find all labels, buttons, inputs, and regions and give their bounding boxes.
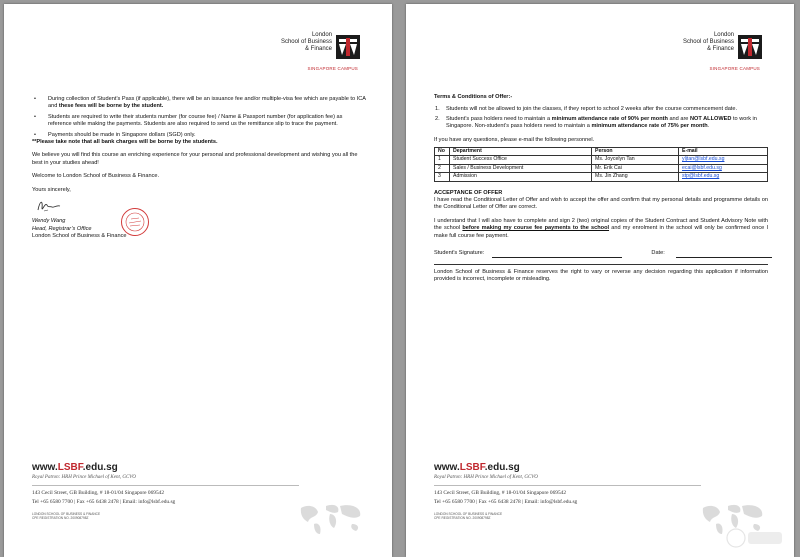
address: 143 Cecil Street, GB Building, # 18-01/04 Singapore 069542 [32, 490, 165, 496]
signer-org: London School of Business & Finance [32, 233, 127, 240]
campus-label: SINGAPORE CAMPUS [307, 66, 358, 71]
table-row: 3 Admission Ms. Jin Zhang stp@lsbf.edu.sg [435, 173, 768, 181]
bullet-text: Payments should be made in Singapore dollars (SGD) only. [48, 131, 196, 138]
questions-line: If you have any questions, please e-mail the following personnel. [434, 136, 595, 143]
school-stamp [120, 207, 150, 237]
term-item: 1. Students will not be allowed to join the classes, if they report to school 2 weeks after the course commencement date. [435, 106, 738, 113]
watermark-logo [726, 525, 786, 551]
registration-tiny: LONDON SCHOOL OF BUSINESS & FINANCE CPE REGISTRATION NO. 200908798Z [434, 512, 503, 520]
lsbf-logo [648, 32, 768, 82]
bullet-item [32, 132, 366, 139]
understand-text: I understand that I will also have to complete and sign 2 (two) original copies of the Student Contract and Student Advisory Note with the school before making my course fee payments to the school and my enrolment in the school will only be confirmed once I make full course fee payment. [434, 217, 769, 239]
email-link[interactable]: yljtan@lsbf.edu.sg [682, 156, 725, 163]
address: 143 Cecil Street, GB Building, # 18-01/04 Singapore 069542 [434, 490, 567, 496]
signature-label: Student’s Signature: [434, 250, 485, 257]
letter-page-2 [406, 4, 794, 557]
signer-name: Wendy Wang [32, 218, 66, 225]
logo-text: London School of Business & Finance [280, 32, 332, 52]
contact-line: Tel +65 6580 7700 | Fax +65 6438 2478 | Email: info@lsbf.edu.sg [434, 499, 578, 505]
term-item: 2. Student’s pass holders need to maintain a minimum attendance rate of 90% per month and are NOT ALLOWED to work in Singapore. Non-student’s pass holders need to maintain a minimum attendance rate of 75% per month. [435, 115, 757, 130]
date-line[interactable] [676, 251, 772, 258]
royal-patron: Royal Patron: HRH Prince Michael of Kent, GCVO [32, 475, 136, 480]
website: www.LSBF.edu.sg [434, 462, 520, 473]
email-link[interactable]: stp@lsbf.edu.sg [682, 173, 720, 180]
page-1-footer [32, 462, 366, 520]
welcome-line: Welcome to London School of Business & Finance. [32, 173, 160, 180]
signer-title: Head, Registrar’s Office [32, 225, 92, 232]
table-row: 2 Sales / Business Development Mr. Erik Cai ecai@lsbf.edu.sg [435, 164, 768, 172]
bullet-text: During collection of Student’s Pass (if applicable), there will be an issuance fee and/or multiple-visa fee which are payable to ICA and [48, 96, 366, 110]
terms-list [434, 106, 768, 130]
acceptance-text: I have read the Conditional Letter of Offer and wish to accept the offer and confirm that my personal details and programme details on the Conditional Letter of Offer are correct. [434, 197, 768, 211]
bullet-item [32, 96, 366, 111]
signature-row [434, 250, 768, 257]
world-map-icon [296, 498, 366, 538]
terms-title: Terms & Conditions of Offer:- [434, 94, 513, 100]
logo-text: London School of Business & Finance [682, 32, 734, 52]
contacts-table [434, 147, 768, 182]
date-label: Date: [651, 250, 665, 257]
bullet-item [32, 114, 366, 129]
website: www.LSBF.edu.sg [32, 462, 118, 473]
page-2-footer [434, 462, 768, 520]
signature-line[interactable] [492, 251, 622, 258]
bank-charges-note: **Please take note that all bank charges will be borne by the students. [32, 139, 218, 146]
page-1-body [32, 96, 366, 241]
lsbf-logo [246, 32, 366, 82]
closing-paragraph: We believe you will find this course an enriching experience for your personal and professional development and wishing you all the best in your studies ahead! [32, 152, 358, 166]
bullet-bold: these fees will be borne by the student. [58, 103, 164, 110]
payment-bullets [32, 96, 366, 139]
closing-salutation: Yours sincerely, [32, 186, 71, 193]
bullet-text: Students are required to write their students number (for course fee) / Name & Passport number (for application fee) as reference while making the payments. Students are also required to send us the remittance slip to trace the payment. [48, 113, 343, 128]
table-row: 1 Student Success Office Ms. Joycelyn Tan yljtan@lsbf.edu.sg [435, 156, 768, 164]
lsbf-crest-icon [336, 35, 360, 59]
registration-tiny: LONDON SCHOOL OF BUSINESS & FINANCE CPE REGISTRATION NO. 200908798Z [32, 512, 101, 520]
letter-page-1 [4, 4, 392, 557]
campus-label: SINGAPORE CAMPUS [709, 66, 760, 71]
email-link[interactable]: ecai@lsbf.edu.sg [682, 164, 722, 171]
royal-patron: Royal Patron: HRH Prince Michael of Kent, GCVO [434, 475, 538, 480]
lsbf-crest-icon [738, 35, 762, 59]
contact-line: Tel +65 6580 7700 | Fax +65 6438 2478 | Email: info@lsbf.edu.sg [32, 499, 176, 505]
acceptance-title: ACCEPTANCE OF OFFER [434, 189, 503, 196]
page-2-body [434, 94, 768, 289]
reserve-note: London School of Business & Finance reserves the right to vary or reverse any decision regarding this application if information provided is incorrect, incomplete or misleading. [434, 268, 768, 282]
table-header-row: No Department Person E-mail [435, 148, 768, 156]
signature-image [36, 196, 66, 214]
